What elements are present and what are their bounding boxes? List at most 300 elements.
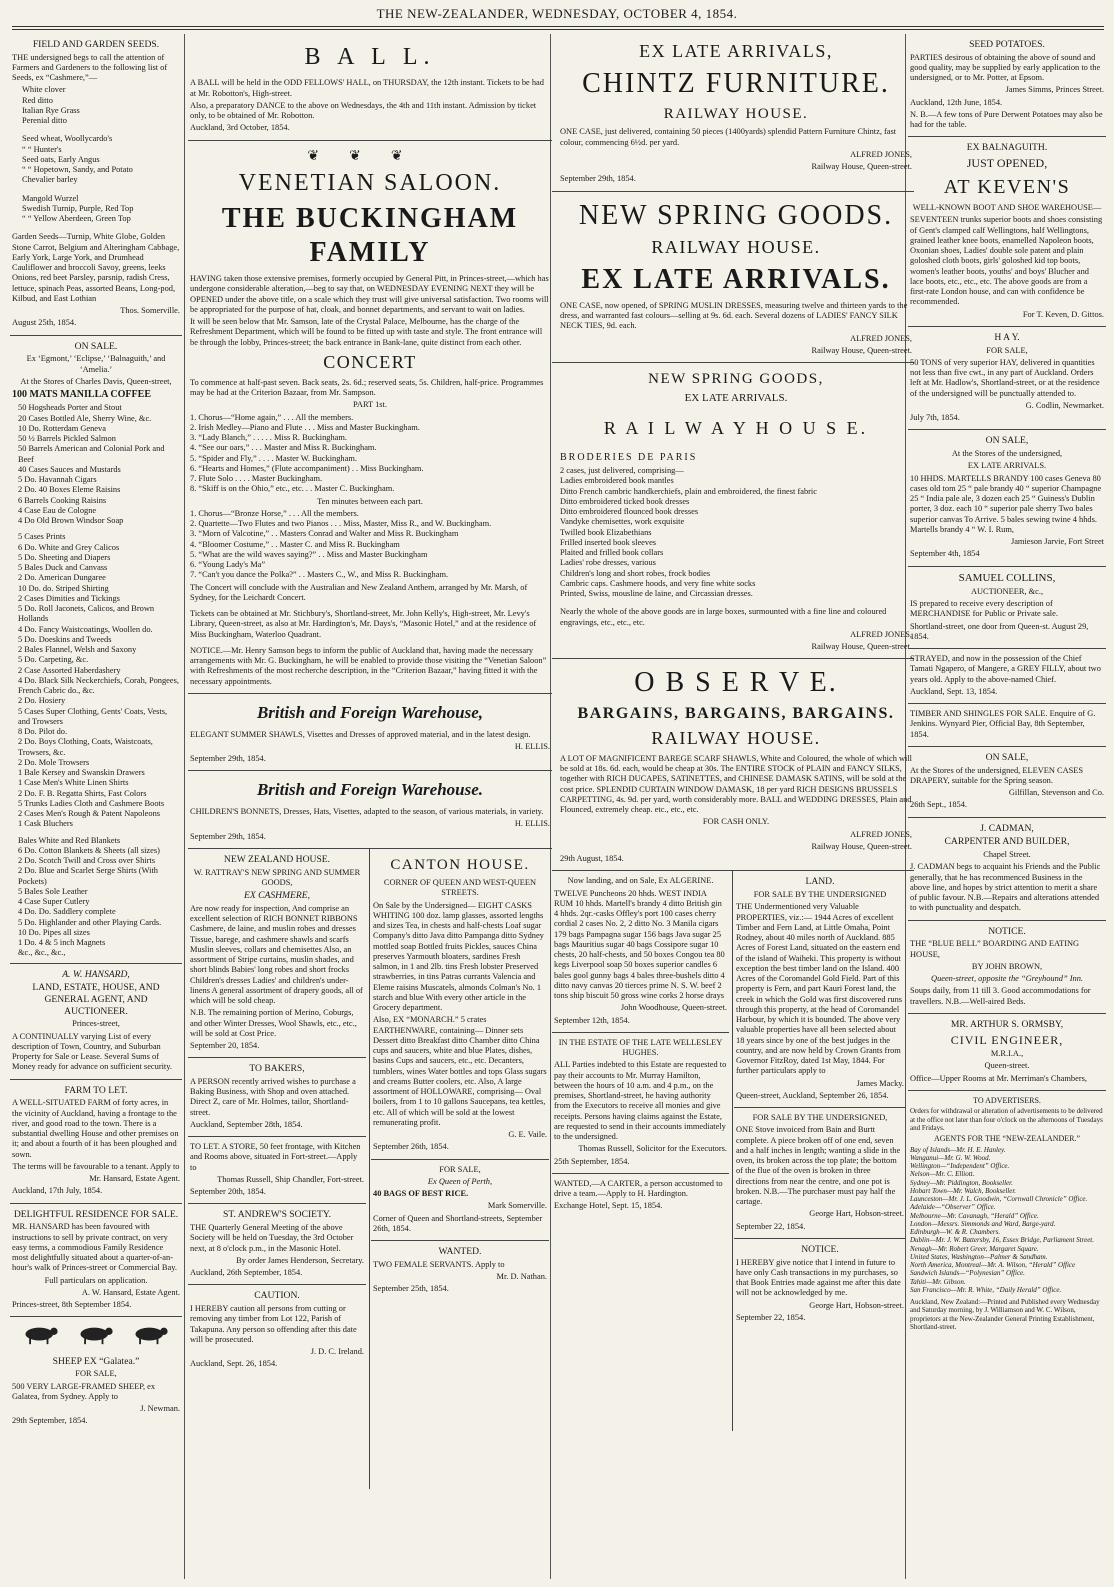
caution-signature: J. D. C. Ireland. [310,1347,364,1357]
stove-advert [734,1108,906,1239]
ball-advert [188,34,552,141]
agent-item: Nenagh—Mr. Robert Greer, Margaret Square. [910,1244,1039,1253]
nz-title: NEW ZEALAND HOUSE. [223,853,331,865]
sheep-advert [10,1317,182,1431]
jones-signature: ALFRED JONES, [850,829,912,839]
farm-signature: Mr. Hansard, Estate Agent. [89,1174,180,1184]
spring-goods-advert [552,192,914,364]
timber-advert [908,704,1106,747]
ormsby-advert [908,1014,1106,1091]
onsale-item: 50 ½ Barrels Pickled Salmon [18,434,116,444]
potatoes-nb: N. B.—A few tons of Pure Derwent Potatoes may also be had for the table. [910,109,1103,130]
broderies-item: Cambric caps. Cashmere hoods, and very fine white socks [560,578,756,588]
drapery-date: 26th Sept., 1854. [910,800,967,810]
cash-only: FOR CASH ONLY. [702,817,770,827]
column-4 [908,34,1106,1579]
estate-title: IN THE ESTATE OF THE LATE WELLESLEY HUGHES. [558,1037,723,1058]
estate-body: ALL Parties indebted to this Estate are requested to pay their accounts to Mr. Murray Hamilton, between the hours of 10 a.m. and 4 p.m., on the premises, Shortland-street, he having authority from the Executors to receive all monies and give receipts. Persons having claims against the Estate, are requested to send in their accounts immediately to the undersigned. [554,1060,727,1142]
lower-left [188,849,370,1489]
stove-body: ONE Stove invoiced from Bain and Burtt complete. A piece broken off of one end, seven and a half inches in length; wanting a slide in the oven, its broken across the top plate; the bottom of the flue of the oven is broken in three directions from near the centre, and one pot is broken. N.B.—The purchaser must pay half the cartage. [736,1125,901,1207]
farm-title: FARM TO LET. [64,1084,128,1096]
part-1-label: PART 1st. [353,400,387,410]
onsale-item: 1 Cask Bluchers [18,819,73,829]
onsale-item: 5 Do. Carpeting, &c. [18,655,89,665]
broderies-item: Twilled book Elizabethians [560,527,652,537]
rice-sale: FOR SALE, [439,1164,481,1174]
programme-item: 4. “Bloomer Costume,” . . Master C. and Miss R. Buckingham [190,539,400,549]
onsale-body: 10 HHDS. MARTELLS BRANDY 100 cases Geneva 80 cases old tom 25 “ pale brandy 40 “ superior Champagne 25 “ India pale ale, 3 dozen each 25 “ Guiness's Dublin porter, 3 doz. each 10 “ superior pale sherry Two bales superior canvas To Arrive. 5 bales sewing twine 4 hhds. Martells brandy 4 “ W. I. Rum, [910,473,1102,534]
potatoes-advert [908,34,1106,137]
jones-address: Railway House, Queen-street. [811,841,912,851]
imprint-block [908,1091,1106,1336]
nz-house-advert [188,849,366,1058]
onsale-item: 50 Hogsheads Porter and Stout [18,403,122,413]
onsale-list [12,403,180,958]
algerine-title: Now landing, and on Sale, Ex ALGERINE. [567,876,714,886]
broderies-item: Ditto embroidered flounced book dresses [560,507,699,517]
algerine-advert [552,871,729,1033]
broderies-item: Ladies embroidered book mantles [560,476,674,486]
potatoes-signature: James Simms, Princes Street. [1005,85,1104,95]
seeds-item: Red ditto [22,95,53,105]
railway-house-3: R A I L W A Y H O U S E. [603,417,869,438]
kevens-advert [908,137,1106,326]
onsale-item: 50 Barrels American and Colonial Pork and Beef [18,444,165,464]
onsale-item: &c., &c., &c., [18,948,66,958]
canton-sub: CORNER OF QUEEN AND WEST-QUEEN STREETS. [383,878,537,898]
notice-date: September 22, 1854. [736,1312,806,1322]
ball-body: A BALL will be held in the ODD FELLOWS' HALL, on THURSDAY, the 12th instant. Tickets to be had at Mr. Robotton's, High-street. [190,78,544,98]
onsale-stores: At the Stores of the undersigned, [951,449,1063,459]
broderies-item: Ditto French cambric handkerchiefs, plain and embroidered, the finest fabric [560,486,817,496]
onsale-item: 10 Do. Rotterdam Geneva [18,423,106,433]
hansard-title: LAND, ESTATE, HOUSE, AND GENERAL AGENT, AND AUCTIONEER. [32,982,160,1017]
wanted-body: TWO FEMALE SERVANTS. Apply to [373,1259,505,1269]
strayed-date: Auckland, Sept. 13, 1854. [910,686,998,696]
tickets-note: Tickets can be obtained at Mr. Stichbury's, Shortland-street, Mr. John Kelly's, High-street, Mr. Levy's Library, Queen-street, as also at Mr. Hardington's, Mr. Days's, “Masonic Hotel,” and at the residence of Miss Buckingham, Waterloo Quadrant. [190,609,537,639]
nz-nb: N.B. The remaining portion of Merino, Coburgs, and other Winter Dresses, Wool Shawls, etc., etc., will be sold at Cost Price. [190,1008,357,1038]
ela-title: EX LATE ARRIVALS, [639,41,833,61]
programme-item: 6. “Hearts and Homes,” (Flute accompaniment) . . Miss Buckingham. [190,463,424,473]
seeds-item: Chevalier barley [22,175,78,185]
agent-item: Launceston—Mr. J. L. Goodwin, “Cornwall Chronicle” Office. [910,1195,1088,1203]
programme-item: 2. Irish Medley—Piano and Flute . . . Miss and Master Buckingham. [190,422,420,432]
onsale-item: 8 Do. Pilot do. [18,727,68,737]
seeds-item: Mangold Wurzel [22,193,79,203]
agent-item: North America, Montreal—Mr. A. Wilson, “Herald” Office [910,1261,1076,1269]
cash-notice-advert [734,1239,906,1328]
drapery-signature: Gilfillan, Stevenson and Co. [1008,788,1104,798]
carter-advert [552,1174,729,1217]
column-2 [188,34,552,1579]
onsale-item: 6 Do. Cotton Blankets & Sheets (all sizes) [18,845,160,855]
bargains-date: 29th August, 1854. [560,854,624,864]
samson-notice: NOTICE.—Mr. Henry Samson begs to inform the public of Auckland that, having made the necessary arrangements with Mr. G. Buckingham, he will be enabled to provide those visiting the “Venetian Saloon” with Refreshments of the most recherche description, in the “Criterion Bazaar,” having fitted it with the necessary appointments. [190,645,547,686]
venetian-saloon-advert [188,141,552,694]
hay-title: H A Y. [994,331,1020,343]
broderies-item: Frilled inserted book sleeves [560,537,657,547]
broderies-title: BRODERIES DE PARIS [560,451,698,463]
bakers-body: A PERSON recently arrived wishes to purchase a Baking Business, with Shop and oven attached. Direct Z, care of Mr. Holmes, tailor, Shortland-street. [190,1076,356,1117]
broderies-item: Plaited and frilled book collars [560,548,664,558]
agent-item: Edinburgh—W. & R. Chambers. [910,1228,1001,1236]
broderies-item: Children's long and short robes, frock bodies [560,568,711,578]
broderies-item: Ladies' robe dresses, various [560,558,656,568]
onsale-item: 5 Bales Sole Leather [18,886,88,896]
buckingham-body: HAVING taken those extensive premises, formerly occupied by General Pitt, in Princes-street,—which has undergone considerable alteration,—beg to say that, on WEDNESDAY EVENING NEXT they will be OPENED under the above title, on a scale which they trust will give universal satisfaction. Two rooms will be appropriated for the purpose of hat, cloak, and bonnet departments, and servant to wait on ladies. [190,274,549,314]
chintz-title: CHINTZ FURNITURE. [582,67,890,99]
strayed-body: STRAYED, and now in the possession of the Chief Tamati Ngapero, of Mangere, a GREY FILLY, about two years old. Apply to the above-named Chief. [910,654,1101,684]
onsale-title: ON SALE, [985,435,1029,447]
onsale-item: 5 Do. Highlander and other Playing Cards. [18,917,162,927]
onsale-item: 5 Do. Roll Jaconets, Calicos, and Brown Hollands [18,604,155,624]
ela-2: EX LATE ARRIVALS. [581,263,891,295]
onsale-item: 2 Cases Dimities and Tickings [18,593,120,603]
nsg-title: NEW SPRING GOODS. [578,199,894,231]
residence-title: DELIGHTFUL RESIDENCE FOR SALE. [13,1208,179,1220]
nz-body: Are now ready for inspection, And comprise an excellent selection of RICH BONNET RIBBONS Cashmere, de laine, and muslin robes and dresses Tissue, barege, and cashmere shawls and scarfs Muslin sleeves, collars and chemisettes Also, an assortment of Stripe curtains, muslin shades, and short blinds Babies' long robes and short frocks Children's dresses Ladies' and children's under-linens A general assortment of drapery goods, all of which will be sold cheap. [190,903,363,1005]
seeds-advert [10,34,182,336]
onsale-item: 2 Do. American Dungaree [18,573,106,583]
onsale-item: 5 Cases Super Clothing, Gents' Coats, Vests, and Trowsers [18,706,168,726]
seeds-item: White clover [22,85,66,95]
timber-body: TIMBER AND SHINGLES FOR SALE. Enquire of G. Jenkins. Wynyard Pier, Official Bay, 8th September, 1854. [910,709,1096,739]
agent-item: Bay of Islands—Mr. H. E. Hanley. [910,1145,1006,1154]
rice-body: 40 BAGS OF BEST RICE. [373,1189,469,1199]
jones-signature: ALFRED JONES, [850,149,912,159]
ormsby-office: Office—Upper Rooms at Mr. Merriman's Chambers, [910,1073,1087,1083]
estate-signature: Thomas Russell, Solicitor for the Executors. [578,1144,727,1154]
residence-advert [10,1204,182,1318]
concert-intro: To commence at half-past seven. Back seats, 2s. 6d.; reserved seats, 5s. Children, half-price. Programmes may be had at the Criterion Bazaar, from Mr. Sampson. [190,377,544,398]
onsale-ships: Ex ‘Egmont,’ ‘Eclipse,’ ‘Balnaguith,’ and ‘Amelia.’ [26,354,166,374]
chintz-date: September 29th, 1854. [560,174,636,184]
algerine-date: September 12th, 1854. [554,1015,630,1025]
onsale-item: 6 Do. White and Grey Calicos [18,542,120,552]
bf2-title: British and Foreign Warehouse. [256,780,484,800]
programme-item: 7. Flute Solo . . . . Master Buckingham. [190,474,323,484]
onsale-item: 1 Do. 4 & 5 inch Magnets [18,938,106,948]
land-body: THE Undermentioned very Valuable PROPERTIES, viz.:— 1944 Acres of excellent Timber and Fern Land, at Little Omaha, Point Rodney, about 40 miles north of Auckland. 885 Acres of Forest Land, situated on the eastern end of the island of Waiheki. This property is without exception the best timber land on the Island. 400 Acres of the Coromandel Gold Field. Part of this property is Fern, and part Kauri Forest land, the creek in which the Gold was first discovered runs through this property, at the head of Coromandel Harbour, by which it is bounded. The above very valuable properties have all been selected about 18 years since by one of the best judges in the country, and are now held by Crown Grants from Governor FitzRoy, dated 1st May, 1844. For further particulars apply to [736,902,903,1076]
collins-body: IS prepared to receive every description of MERCHANDISE for Public or Private sale. [910,599,1058,619]
programme-item: 7. “Can't you dance the Polka?” . . Masters C., W., and Miss R. Buckingham. [190,570,449,580]
agent-item: Dublin—Mr. J. W. Battersby, 16, Essex Bridge, Parliament Street. [910,1236,1094,1245]
onsale-item: 4 Do. Do. Saddlery complete [18,907,116,917]
onsale-item: 10 Do. Pipes all sizes [18,927,90,937]
brandy-advert [908,430,1106,566]
canton-body: On Sale by the Undersigned— EIGHT CASKS WHITING 100 doz. lamp glasses, assorted lengths and sizes Tea, in chests and half-chests Loaf sugar Company's ditto Java ditto Pampanga ditto Sydney mottled soap Bottled fruits Pickles, sauces China preserves Yarmouth bloaters, sardines Fresh salmon, in 1 and 2lb. tins Fresh lobster Preserved strawberries, in tins Patras currants Valencia and Eleme raisins Muscatels, almonds Colman's No. 1 starch and blue With every other article in the Grocery department. [373,900,544,1013]
bf1-signature: H. ELLIS. [514,741,550,751]
seeds-list [12,85,180,224]
carter-date: Exchange Hotel, Sept. 15, 1854. [554,1201,663,1211]
agents-list [910,1146,1104,1295]
residence-date: Princes-street, 8th September 1854. [12,1300,132,1310]
canton-house-advert [371,849,549,1160]
bf2-signature: H. ELLIS. [514,819,550,829]
stove-title: FOR SALE BY THE UNDERSIGNED, [752,1113,888,1123]
broderies-item: Printed, Swiss, mousline de laine, and Circassian dresses. [560,589,753,599]
strayed-advert [908,649,1106,704]
standrew-title: ST. ANDREW'S SOCIETY. [223,1209,331,1221]
cadman-name: J. CADMAN, [980,822,1034,834]
potatoes-date: Auckland, 12th June, 1854. [910,97,1003,107]
lower-split [188,849,552,1489]
onsale-item: 2 Do. Blue and Scarlet Serge Shirts (With Pockets) [18,866,158,886]
onsale-item: 2 Do. Hosiery [18,696,66,706]
railway-house-1: RAILWAY HOUSE. [663,106,809,123]
land-advert [734,871,906,1108]
onsale-item: 40 Cases Sauces and Mustards [18,464,121,474]
collins-advert [908,567,1106,650]
lower-right [734,871,906,1431]
railway-house-4: RAILWAY HOUSE. [651,727,821,748]
seeds-item: “ “ Hopetown, Sandy, and Potato [22,165,133,175]
muslin-body: ONE CASE, now opened, of SPRING MUSLIN DRESSES, measuring twelve and thirteen yards to the dress, and warranted fast colours—selling at 9s. 6d. each. Several dozens of LADIES' FANCY SILK NECK TIES, 9d. each. [560,300,908,331]
algerine-body: TWELVE Puncheons 20 hhds. WEST INDIA RUM 10 hhds. Martell's brandy 4 ditto British gin 4 hhds. 2qr.-casks Offley's port 100 cases cherry cordial 2 cases No. 2, 2 ditto No. 3 Manila cigars 179 bags Pampagna sugar 156 bags Java sugar 25 bags Mauritius sugar 40 bags Cossipore sugar 10 chests, 20 half-chests, and 50 boxes Congou tea 80 kegs Liverpool soap 50 boxes superior candles 6 bales gool gunny bags 4 bales three-bushels ditto 4 ditto navy canvas 20 tierces prime N. S. W. beef 2 tons ship biscuit 50 gross wine corks 2 horse drays [554,888,725,1001]
caution-advert [188,1285,366,1374]
ormsby-street: Queen-street. [984,1061,1030,1071]
cadman-body: J. CADMAN begs to acquaint his Friends and the Public generally, that he has recommenced Business in the above line, and hopes by strict attention to merit a share of public favour. N.B.—Repairs and alterations attended to with punctuality and despatch. [910,862,1101,913]
wanted-title: WANTED. [438,1246,482,1258]
kevens-sub: WELL-KNOWN BOOT AND SHOE WAREHOUSE— [912,203,1102,213]
onsale-item: 2 Do. Scotch Twill and Cross over Shirts [18,856,155,866]
garden-seeds: Garden Seeds—Turnip, White Globe, Golden Stone Carrot, Belgium and Alteringham Cabbage, Early York, Large York, and Drumhead Cauliflower and broccoli Savoy, greens, leeks Onions, red beet Parsley, parsnip, radish Cress, lettuce, spinach Peas, assorted Beans, Long-pod, Kilbud, and East Lothian [12,232,180,303]
agent-item: San Francisco—Mr. R. White, “Daily Herald” Office. [910,1285,1062,1294]
hay-date: July 7th, 1854. [910,413,960,423]
broderies-note: Nearly the whole of the above goods are in large boxes, surmounted with a fine line and coloured engravings, etc., etc., etc. [560,607,887,627]
agent-item: Wanganui—Mr. G. W. Wood. [910,1153,991,1162]
bakers-advert [188,1058,366,1137]
estate-date: 25th September, 1854. [554,1156,630,1166]
programme-item: 5. “Spider and Fly,” . . . . Master W. Buckingham. [190,453,357,463]
hansard-street: Princes-street, [72,1019,120,1029]
tolet-body: TO LET. A STORE, 50 feet frontage, with Kitchen and Rooms above, situated in Fort-street.—Apply to [190,1142,361,1172]
bargains-title: BARGAINS, BARGAINS, BARGAINS. [577,705,895,723]
seeds-item: Perenial ditto [22,116,67,126]
programme-item: 1. Chorus—“Bronze Horse,” . . . All the members. [190,508,359,518]
seeds-title: FIELD AND GARDEN SEEDS. [32,39,160,50]
ball-body-2: Also, a preparatory DANCE to the above on Wednesdays, the 4th and 11th instant. Admission by ticket only, to be obtained of Mr. Robotton. [190,100,537,121]
bb-address: Queen-street, opposite the “Greyhound” Inn. [931,974,1083,984]
cadman-advert [908,818,1106,921]
nz-ship: EX CASHMERE, [243,890,311,902]
bf2-date: September 29th, 1854. [190,831,266,841]
part-1-list [190,413,550,495]
onsale-item: 4 Do. Fancy Waistcoatings, Woollen do. [18,624,153,634]
onsale-advert [10,336,182,964]
programme-item: 5. “What are the wild waves saying?” . . Miss and Master Buckingham [190,549,428,559]
chintz-body: ONE CASE, just delivered, containing 50 pieces (1400yards) splendid Pattern Furniture Chintz, fast colour, commencing 6½d. per yard. [560,127,897,147]
drapery-body: At the Stores of the undersigned, ELEVEN CASES DRAPERY, suitable for the Spring season. [910,765,1084,785]
masthead: THE NEW-ZEALANDER, WEDNESDAY, OCTOBER 4, 1854. [376,6,738,21]
concert-end: The Concert will conclude with the Australian and New Zealand Anthem, arranged by Mr. Marsh, of Sydney, for the Leichardt Concert. [190,582,528,602]
onsale-item: 4 Case Eau de Cologne [18,505,97,515]
just-opened: JUST OPENED, [966,156,1048,171]
railway-house-2: RAILWAY HOUSE. [651,236,821,257]
drapery-advert [908,747,1106,818]
onsale-item: 2 Do. 40 Boxes Eleme Raisins [18,485,121,495]
sheep-body: 500 VERY LARGE-FRAMED SHEEP, ex Galatea, from Sydney. Apply to [12,1381,156,1401]
standrew-advert [188,1204,366,1285]
seeds-item: Italian Rye Grass [22,105,80,115]
tolet-date: September 20th, 1854. [190,1187,266,1197]
farm-terms: The terms will be favourable to a tenant. Apply to [12,1161,180,1171]
hay-sale: FOR SALE, [986,345,1028,355]
rice-address: Corner of Queen and Shortland-streets, September 26th, 1854. [373,1213,543,1233]
broderies-item: Vandyke chemisettes, work exquisite [560,517,685,527]
tolet-advert [188,1137,366,1204]
canton-monarch: Also, EX “MONARCH.” 5 crates EARTHENWARE, containing— Dinner sets Dessert ditto Breakfast ditto Chamber ditto China cups and saucers, white and blue Plates, dishes, basins Cups and saucers, etc., etc. Decanters, tumblers, wines Water bottles and tops Glass sugars and creams Butter coolers, etc. Also, A large assortment of HOLLOWARE, comprising— Oval boilers, from 1 to 10 gallons Saucepans, tea kettles, etc. All of which will be sold at the lowest remunerating profit. [373,1015,547,1127]
potatoes-title: SEED POTATOES. [969,39,1045,50]
caution-body: I HEREBY caution all persons from cutting or removing any timber from Lot 122, Parish of Takapuna. Any person so offending after this date will be prosecuted. [190,1304,357,1344]
notice-body: I HEREBY give notice that I intend in future to have only Cash transactions in my purchases, so that Book Entries made against me after this date will not be acknowledged by me. [736,1257,901,1298]
nz-sub: W. RATTRAY'S NEW SPRING AND SUMMER GOODS, [193,867,361,887]
notice-signature: George Hart, Hobson-street. [809,1300,904,1310]
broderies-item: Ditto embroidered ticked book dresses [560,496,690,506]
sheep-title: SHEEP EX “Galatea.” [52,1355,140,1367]
agent-item: Nelson—Mr. C. Elliott. [910,1170,975,1179]
buckingham-title: THE BUCKINGHAM FAMILY [221,202,519,269]
agent-item: Adelaide—“Observer” Office. [910,1203,996,1212]
hansard-body: A CONTINUALLY varying List of every description of Town, Country, and Suburban Property for Sale or Lease. Several Sums of Money ready for advance on sufficient security. [12,1031,172,1072]
lower-split [552,871,914,1431]
column-1 [10,34,182,1579]
kevens-title: AT KEVEN'S [943,175,1071,198]
ormsby-sub: M.R.I.A., [990,1049,1024,1059]
venetian-title: VENETIAN SALOON. [238,169,502,196]
bakers-title: TO BAKERS, [249,1063,305,1075]
onsale-item: 2 Do. F. B. Regatta Shirts, Fast Colors [18,788,147,798]
onsale-item: 5 Trunks Ladies Cloth and Cashmere Boots [18,798,165,808]
onsale-title: ON SALE. [74,340,118,352]
collins-address: Shortland-street, one door from Queen-st. August 29, 1854. [910,621,1089,641]
canton-title: CANTON HOUSE. [390,856,530,873]
hay-body: 50 TONS of very superior HAY, delivered in quantities not less than five cwt., in any part of Auckland. Orders left at Mr. Hadlow's, Shortland-street, or at the residence of the undersigned will be punctually attended to. [910,357,1100,398]
broderies-list [560,466,912,599]
collins-title: AUCTIONEER, &c., [970,586,1044,596]
kevens-signature: For T. Keven, D. Gittos. [1022,309,1104,319]
agent-item: Hobart Town—Mr. Walch, Bookseller. [910,1186,1017,1195]
onsale-signature: Jamieson Jarvie, Fort Street [1010,537,1104,547]
chintz-advert [552,34,914,192]
masthead-rule [12,26,1104,30]
stove-signature: George Hart, Hobson-street. [809,1209,904,1219]
broderies-item: 2 cases, just delivered, comprising— [560,466,684,476]
jones-signature: ALFRED JONES, [850,629,912,639]
onsale-item: 5 Do. Sheeting and Diapers [18,552,111,562]
part-2-list [190,509,550,581]
agent-item: Melbourne—Mr. Cavanagh, “Herald” Office. [910,1211,1039,1220]
lower-left [552,871,733,1431]
onsale-item: 2 Case Assorted Haberdashery [18,665,121,675]
broderies-advert [552,363,914,659]
wanted-signature: Mr. D. Nathan. [496,1272,547,1282]
canton-date: September 26th, 1854. [373,1142,449,1152]
hay-advert [908,327,1106,430]
nz-date: September 20, 1854. [190,1041,260,1050]
agent-item: Sydney—Mr. Piddington, Bookseller. [910,1178,1013,1187]
estate-advert [552,1033,729,1174]
caution-date: Auckland, Sept. 26, 1854. [190,1359,278,1369]
onsale-item: 5 Do. Doeskins and Tweeds [18,634,112,644]
ornament-icon: ❦❦❦ [307,148,433,164]
farm-body: A WELL-SITUATED FARM of forty acres, in the vicinity of Auckland, having a frontage to the river, and good road to the town. There is a substantial dwelling House and other premises on it; and about a fourth of it has been ploughed and sown. [12,1098,179,1159]
seeds-item: “ “ Yellow Aberdeen, Green Top [22,214,131,224]
notice-title: NOTICE. [801,1243,839,1255]
observe-title: O B S E R V E. [634,667,838,699]
concert-title: CONCERT [323,351,417,372]
agents-title: AGENTS FOR THE “NEW-ZEALANDER.” [933,1134,1081,1144]
jones-address: Railway House, Queen-street. [811,642,912,652]
hansard-advert [10,964,182,1080]
algerine-signature: John Woodhouse, Queen-street. [620,1003,727,1013]
onsale-item: 10 Do. do. Striped Shirting [18,583,109,593]
land-sub: FOR SALE BY THE UNDERSIGNED [753,890,887,900]
onsale-item: 5 Do. Havannah Cigars [18,475,97,485]
bb-title: NOTICE. [988,925,1026,937]
programme-item: 6. “Young Lady's Ma” [190,560,266,570]
onsale-lead: 100 MATS MANILLA COFFEE [12,389,151,401]
carter-body: WANTED,—A CARTER, a person accustomed to drive a team.—Apply to H. Hardington. [554,1178,723,1199]
seeds-item: Seed wheat, Woollycardo's [22,134,113,144]
standrew-signature: By order James Henderson, Secretary. [236,1255,364,1265]
rice-ship: Ex Queen of Perth, [427,1176,493,1186]
onsale-item: 4 Do Old Brown Windsor Soap [18,516,124,526]
sheep-date: 29th September, 1854. [12,1416,88,1426]
programme-item: 3. “Morn of Valcotine,” . . Masters Conrad and Walter and Miss R. Buckingham [190,529,459,539]
wanted-advert [371,1241,549,1299]
advertisers-body: Orders for withdrawal or alteration of advertisements to be delivered at the office not later than four o'clock on the afternoons of Tuesdays and Fridays. [910,1107,1103,1132]
agent-item: Wellington—“Independent” Office. [910,1162,1010,1170]
kevens-body: SEVENTEEN trunks superior boots and shoes consisting of Gent's clamped calf Wellingtons, half Wellingtons, grained leather knee boots, enamelled Napoleon boots, Oxonian shoes, Ladies' double sole patent and plain goloshed cloth boots, girls' goloshed kid top boots, women's leather boots, youths' and boys' Blucher and lace boots, etc., etc., etc. The above goods are from a first-rate London house, and can with confidence be recommended. [910,215,1103,307]
column-3 [552,34,914,1579]
ball-title: B A L L. [304,44,436,70]
cadman-street: Chapel Street. [983,850,1031,860]
sheep-signature: J. Newman. [140,1404,180,1414]
observe-advert [552,659,914,871]
seeds-item: Swedish Turnip, Purple, Red Top [22,203,134,213]
warehouse-advert-2 [188,771,552,848]
standrew-body: THE Quarterly General Meeting of the above Society will be held on Tuesday, the 3rd October next, at 8 o'clock p.m., in the Masonic Hotel. [190,1223,354,1253]
seeds-signature: Thos. Somerville. [120,306,180,316]
agent-item: London—Messrs. Simmonds and Ward, Barge-yard. [910,1219,1056,1228]
warehouse-advert-1 [188,694,552,771]
jones-address: Railway House, Queen-street. [811,345,912,355]
seeds-intro: THE undersigned begs to call the attention of Farmers and Gardeners to the following list of Seeds, ex “Cashmere,”— [12,52,168,83]
blue-bell-advert [908,921,1106,1014]
caution-title: CAUTION. [254,1290,300,1302]
seeds-item: “ “ Hunter's [22,144,62,154]
imprint: Auckland, New Zealand:—Printed and Published every Wednesday and Saturday morning, by J. Williamson and W. C. Wilson, proprietors at the New-Zealander General Printing Establishment, Shortland-street. [910,1298,1100,1331]
onsale-item: 2 Bales Flannel, Welsh and Saxony [18,645,137,655]
programme-item: 1. Chorus—“Home again,” . . . All the members. [190,412,354,422]
ball-date: Auckland, 3rd October, 1854. [190,123,290,133]
programme-item: 2. Quartette—Two Flutes and two Pianos . . . Miss, Master, Miss R., and W. Buckingham. [190,519,492,529]
interval-note: Ten minutes between each part. [317,496,423,506]
onsale-item: 4 Case Super Cutlery [18,897,90,907]
collins-name: SAMUEL COLLINS, [958,571,1056,584]
agent-item: Tahiti—Mr. Gibson. [910,1277,966,1286]
residence-full: Full particulars on application. [44,1275,148,1285]
canton-signature: G. E. Vaile. [508,1130,547,1140]
residence-body: MR. HANSARD has been favoured with instructions to sell by private contract, on very easy terms, a commodious Family Residence most delightfully situated about a quarter-of-an-hour's walk of Princes-street or Commercial Bay. [12,1222,177,1273]
agent-item: Sandwich Islands—“Polynesian” Office. [910,1269,1025,1278]
column-divider [184,34,185,1579]
bf1-body: ELEGANT SUMMER SHAWLS, Visettes and Dresses of approved material, and in the latest design. [190,729,531,739]
onsale-date: September 4th, 1854 [910,549,980,559]
bb-body: THE “BLUE BELL” BOARDING AND EATING HOUSE, [910,939,1080,959]
rice-signature: Mark Somerville. [487,1201,547,1211]
